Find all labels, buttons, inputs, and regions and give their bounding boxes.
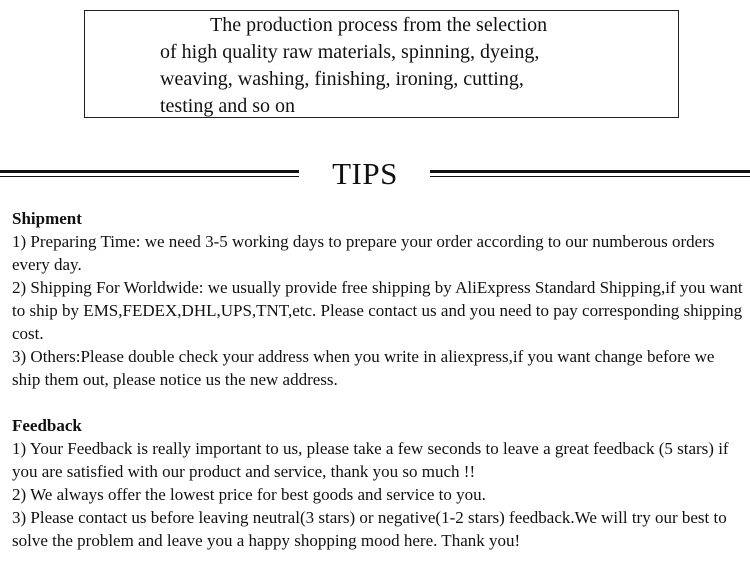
shipment-item-worldwide-shipping: 2) Shipping For Worldwide: we usually provide free shipping by AliExpress Standard Shipping,if you want to ship by EMS,FEDEX,DHL,UPS,TNT,etc. Please contact us and you need to pay corresponding shipping cost. [12,278,743,343]
process-line-2: of high quality raw materials, spinning, dyeing, [160,41,540,63]
process-line-3: weaving, washing, finishing, ironing, cutting, [160,68,524,90]
process-line-1: The production process from the selection [210,14,548,36]
tips-divider-right [430,170,750,178]
section-spacer [12,391,747,414]
feedback-item-importance: 1) Your Feedback is really important to us, please take a few seconds to leave a great feedback (5 stars) if you are satisfied with our product and service, thank you so much !! [12,439,729,481]
tips-title: TIPS [332,156,398,191]
production-process-box [84,10,679,118]
feedback-heading: Feedback [12,416,82,435]
feedback-item-contact-first: 3) Please contact us before leaving neutral(3 stars) or negative(1-2 stars) feedback.We will try our best to solve the problem and leave you a happy shopping mood here. Thank you! [12,508,727,550]
feedback-item-lowest-price: 2) We always offer the lowest price for best goods and service to you. [12,485,486,504]
tips-content [12,207,747,552]
tips-header [0,150,750,200]
shipment-item-others: 3) Others:Please double check your address when you write in aliexpress,if you want change before we ship them out, please notice us the new address. [12,347,715,389]
shipment-heading: Shipment [12,209,82,228]
shipment-item-preparing-time: 1) Preparing Time: we need 3-5 working days to prepare your order according to our numberous orders every day. [12,232,715,274]
tips-divider-left [0,170,299,178]
process-line-4: testing and so on [160,95,295,117]
